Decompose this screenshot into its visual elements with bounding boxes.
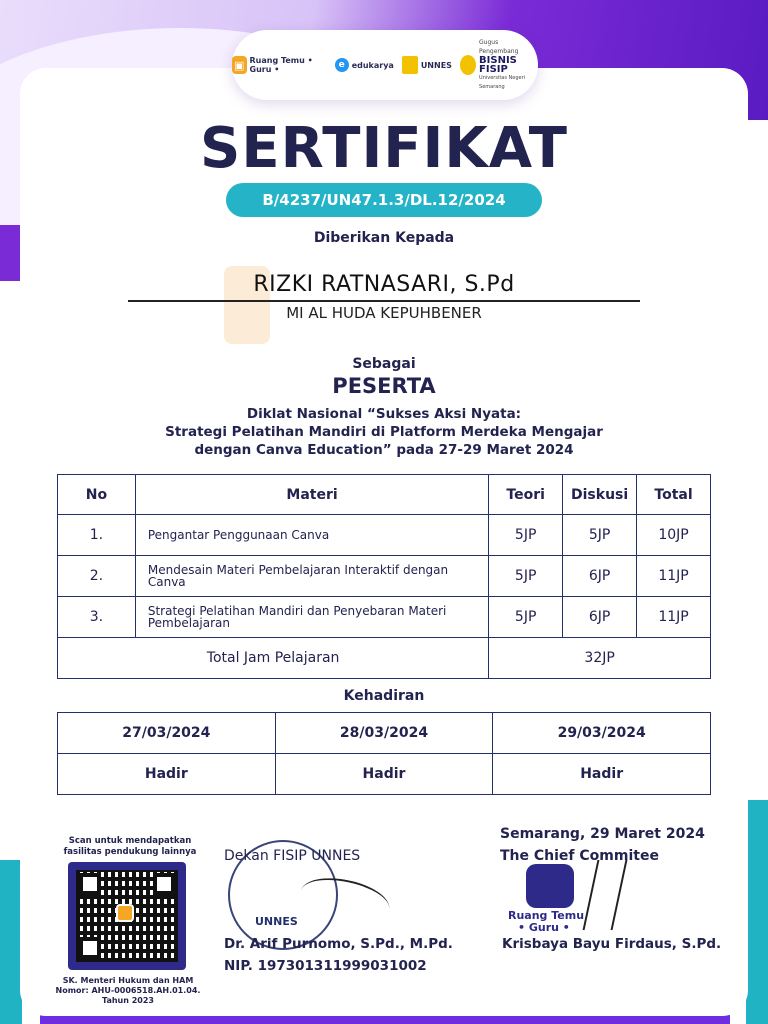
legal-line1: SK. Menteri Hukum dan HAM bbox=[62, 976, 194, 985]
ruang-temu-guru-logo bbox=[232, 56, 327, 74]
table-row bbox=[58, 515, 711, 556]
description-line2: Strategi Pelatihan Mandiri di Platform Merdeka Mengajar bbox=[165, 424, 603, 440]
ruang-temu-guru-text: Ruang Temu • Guru • bbox=[249, 56, 313, 74]
edukarya-icon: e bbox=[335, 58, 349, 72]
description-line3: dengan Canva Education” pada 27-29 Maret 2024 bbox=[194, 442, 574, 458]
ruang-temu-guru-stamp-icon bbox=[526, 864, 574, 908]
total-label: Total Jam Pelajaran bbox=[58, 638, 489, 679]
row-no: 1. bbox=[58, 515, 136, 556]
table-row bbox=[58, 597, 711, 638]
seal-text: UNNES bbox=[255, 915, 298, 928]
legal-notice bbox=[46, 976, 210, 1006]
row-no: 3. bbox=[58, 597, 136, 638]
attendance-date: 28/03/2024 bbox=[275, 713, 493, 754]
row-teori: 5JP bbox=[489, 556, 563, 597]
attendance-date: 27/03/2024 bbox=[58, 713, 276, 754]
given-to-label: Diberikan Kepada bbox=[313, 230, 455, 246]
qr-caption-line2: fasilitas pendukung lainnya bbox=[63, 847, 197, 857]
row-no: 2. bbox=[58, 556, 136, 597]
header-total: Total bbox=[637, 475, 711, 515]
chief-name: Krisbaya Bayu Firdaus, S.Pd. bbox=[502, 936, 722, 952]
dean-name: Dr. Arif Purnomo, S.Pd., M.Pd. bbox=[224, 936, 453, 952]
stamp-text-line2: • Guru • bbox=[518, 921, 570, 934]
edukarya-logo bbox=[335, 58, 394, 72]
header-no: No bbox=[58, 475, 136, 515]
total-row bbox=[58, 638, 711, 679]
qr-caption-line1: Scan untuk mendapatkan bbox=[68, 836, 192, 846]
qr-caption bbox=[50, 836, 210, 858]
materi-header-row bbox=[58, 475, 711, 515]
gugus-line2: BISNIS FISIP bbox=[479, 55, 517, 75]
city-date: Semarang, 29 Maret 2024 bbox=[500, 826, 705, 842]
attendance-status: Hadir bbox=[58, 754, 276, 795]
row-materi: Strategi Pelatihan Mandiri dan Penyebaran Materi Pembelajaran bbox=[135, 597, 488, 638]
row-diskusi: 5JP bbox=[563, 515, 637, 556]
attendance-status: Hadir bbox=[275, 754, 493, 795]
header-diskusi: Diskusi bbox=[563, 475, 637, 515]
description-line1: Diklat Nasional “Sukses Aksi Nyata: bbox=[246, 406, 522, 422]
role-label: PESERTA bbox=[332, 374, 436, 398]
unnes-text: UNNES bbox=[420, 60, 452, 70]
gugus-bisnis-fisip-logo bbox=[460, 38, 538, 92]
edukarya-text: edukarya bbox=[351, 60, 394, 70]
attendance-table bbox=[57, 712, 711, 795]
materi-table bbox=[57, 474, 711, 679]
row-total: 11JP bbox=[637, 556, 711, 597]
fisip-emblem-icon bbox=[460, 55, 476, 75]
dean-nip: NIP. 197301311999031002 bbox=[224, 958, 427, 974]
total-value: 32JP bbox=[489, 638, 711, 679]
left-bottom-decoration bbox=[0, 860, 22, 1024]
gugus-line1: Gugus Pengembang bbox=[479, 39, 519, 55]
training-description bbox=[0, 405, 768, 459]
row-total: 10JP bbox=[637, 515, 711, 556]
name-underline bbox=[128, 300, 640, 302]
row-diskusi: 6JP bbox=[563, 597, 637, 638]
legal-line2: Nomor: AHU-0006518.AH.01.04. bbox=[55, 986, 201, 995]
dean-title: Dekan FISIP UNNES bbox=[224, 848, 361, 864]
attendance-title: Kehadiran bbox=[343, 688, 425, 704]
attendance-status-row bbox=[58, 754, 711, 795]
legal-line3: Tahun 2023 bbox=[102, 996, 154, 1005]
attendance-date: 29/03/2024 bbox=[493, 713, 711, 754]
table-row bbox=[58, 556, 711, 597]
recipient-name: RIZKI RATNASARI, S.Pd bbox=[253, 272, 515, 297]
certificate-title: SERTIFIKAT bbox=[200, 116, 568, 181]
row-diskusi: 6JP bbox=[563, 556, 637, 597]
qr-code[interactable] bbox=[68, 862, 186, 970]
gugus-text-group bbox=[479, 38, 538, 92]
right-band-decoration bbox=[746, 800, 768, 1024]
row-total: 11JP bbox=[637, 597, 711, 638]
stamp-text-line1: Ruang Temu bbox=[508, 909, 585, 922]
recipient-school: MI AL HUDA KEPUHBENER bbox=[286, 304, 482, 322]
chief-title: The Chief Commitee bbox=[500, 848, 659, 864]
gugus-line3: Universitas Negeri Semarang bbox=[479, 75, 526, 90]
row-teori: 5JP bbox=[489, 597, 563, 638]
unnes-logo bbox=[402, 56, 452, 74]
row-materi: Pengantar Penggunaan Canva bbox=[135, 515, 488, 556]
logo-bar bbox=[232, 30, 538, 100]
unnes-emblem-icon bbox=[402, 56, 418, 74]
attendance-date-row bbox=[58, 713, 711, 754]
row-materi: Mendesain Materi Pembelajaran Interaktif dengan Canva bbox=[135, 556, 488, 597]
qr-code-icon bbox=[76, 870, 178, 962]
row-teori: 5JP bbox=[489, 515, 563, 556]
header-materi: Materi bbox=[135, 475, 488, 515]
attendance-status: Hadir bbox=[493, 754, 711, 795]
as-label: Sebagai bbox=[352, 356, 416, 372]
chat-bubble-icon: ▣ bbox=[232, 56, 247, 74]
stamp-text bbox=[508, 910, 584, 934]
header-teori: Teori bbox=[489, 475, 563, 515]
certificate-number: B/4237/UN47.1.3/DL.12/2024 bbox=[226, 183, 542, 217]
